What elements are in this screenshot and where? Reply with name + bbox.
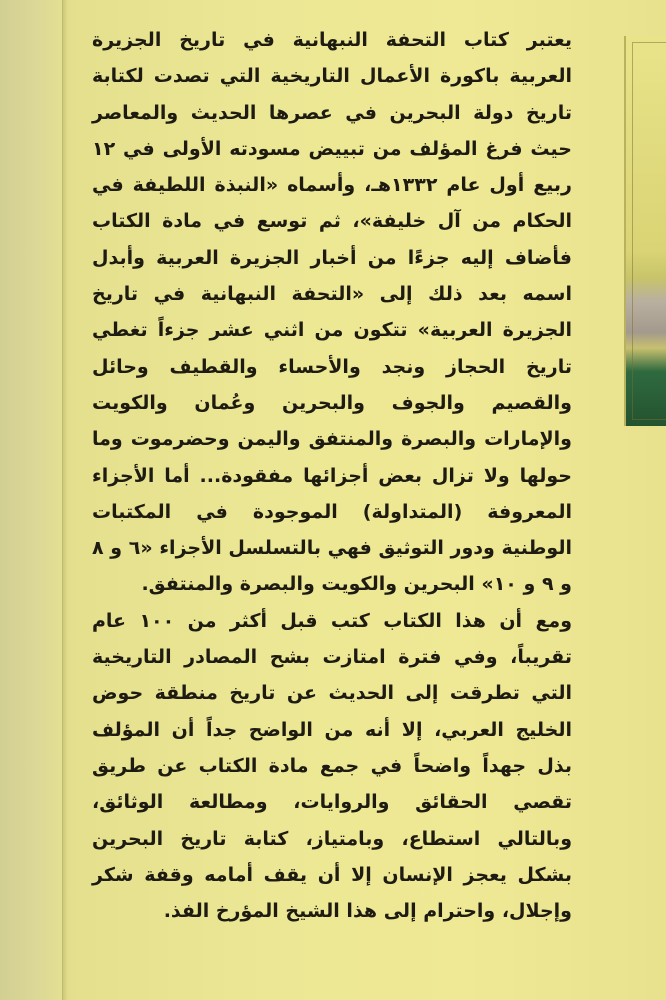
adjacent-page-strip xyxy=(0,0,63,1000)
paragraph-2: ومع أن هذا الكتاب كتب قبل أكثر من ١٠٠ عام تقريباً، وفي فترة امتازت بشح المصادر التاريخية التي تطرقت إلى الحديث عن تاريخ منطقة حوض الخليج العربي، إلا أنه من الواضح جداً أن المؤلف بذل جهداً واضحاً في جمع مادة الكتاب عن طريق تقصي الحقائق والروايات، ومطالعة الوثائق، وبالتالي استطاع، وبامتياز، كتابة تاريخ البحرين بشكل يعجز الإنسان إلا أن يقف أمامه وقفة شكر وإجلال، واحترام إلى هذا الشيخ المؤرخ الفذ. xyxy=(92,609,573,923)
arabic-text-block xyxy=(92,22,572,929)
partial-photo-image xyxy=(624,36,666,426)
photo-frame xyxy=(632,42,666,420)
paragraph-1: يعتبر كتاب التحفة النبهانية في تاريخ الجزيرة العربية باكورة الأعمال التاريخية التي تصدت لكتابة تاريخ دولة البحرين في عصرها الحديث والمعاصر حيث فرغ المؤلف من تبييض مسودته الأولى في ١٢ ربيع أول عام ١٣٣٢هـ، وأسماه «النبذة اللطيفة في الحكام من آل خليفة»، ثم توسع في مادة الكتاب فأضاف إليه جزءًا من أخبار الجزيرة العربية وأبدل اسمه بعد ذلك إلى «التحفة النبهانية في تاريخ الجزيرة العربية» تتكون من اثني عشر جزءاً تغطي تاريخ الحجاز ونجد والأحساء والقطيف وحائل والقصيم والجوف والبحرين وعُمان والكويت والإمارات والبصرة والمنتفق واليمن وحضرموت وما حولها ولا تزال بعض أجزائها مفقودة... أما الأجزاء المعروفة (المتداولة) الموجودة في المكتبات الوطنية ودور التوثيق فهي بالتسلسل الأجزاء «٦ و ٨ و ٩ و ١٠» البحرين والكويت والبصرة والمنتفق. xyxy=(92,29,572,596)
page-edge-shadow xyxy=(62,0,68,1000)
